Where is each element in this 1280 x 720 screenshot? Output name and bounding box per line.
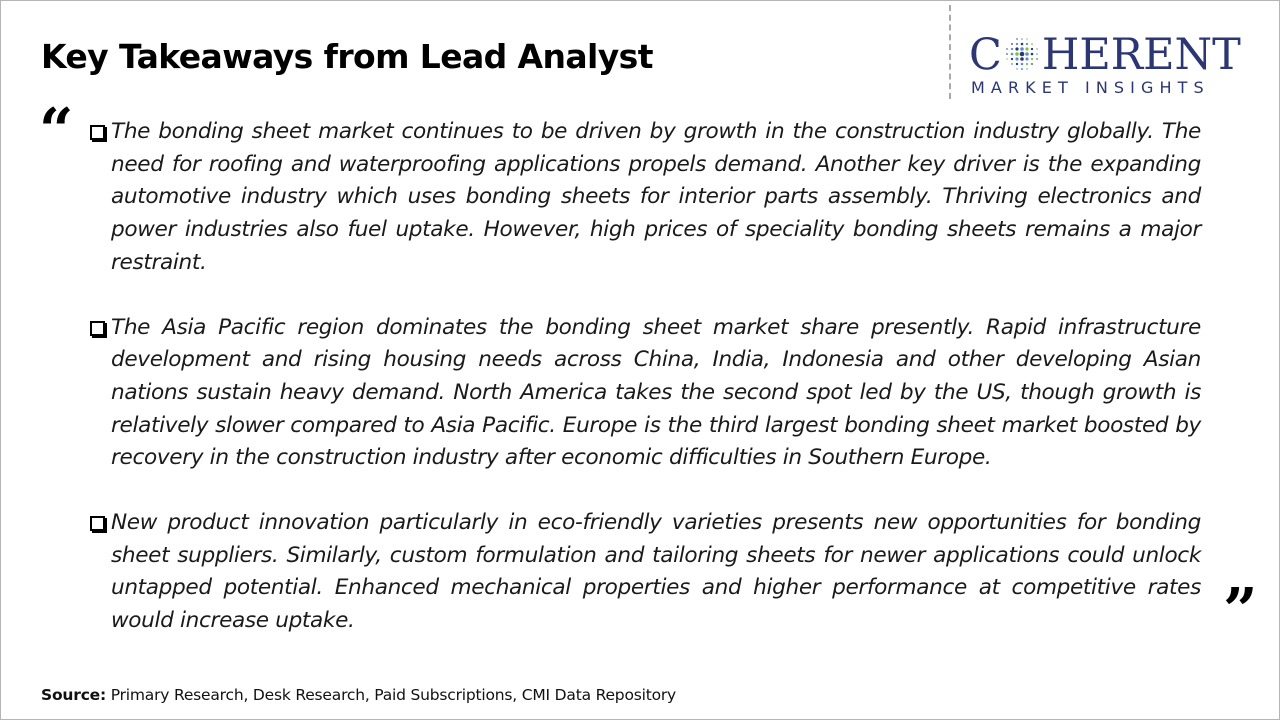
header-divider: [949, 5, 951, 99]
slide-title: Key Takeaways from Lead Analyst: [41, 37, 653, 76]
checkbox-bullet-icon: [90, 321, 105, 336]
close-quote-icon: ”: [1223, 576, 1258, 646]
takeaway-list: [85, 116, 1201, 670]
checkbox-bullet-icon: [90, 125, 105, 140]
source-label: Source:: [41, 686, 106, 704]
logo-wordmark: [969, 31, 1241, 79]
open-quote-icon: “: [39, 96, 74, 166]
coherent-logo: [969, 31, 1265, 101]
takeaway-item: [85, 507, 1201, 638]
source-note: [41, 686, 676, 704]
source-text: Primary Research, Desk Research, Paid Subscriptions, CMI Data Repository: [106, 686, 677, 704]
checkbox-bullet-icon: [90, 516, 105, 531]
logo-letters: HERENT: [1041, 30, 1241, 80]
logo-letter-c: C: [969, 30, 1002, 80]
logo-subtitle: MARKET INSIGHTS: [971, 78, 1210, 97]
takeaway-text: The bonding sheet market continues to be driven by growth in the construction industry globally. The need for roofing and waterproofing applications propels demand. Another key driver is the expanding automotive industry which uses bonding sheets for interior parts assembly. Thriving electronics and power industries also fuel uptake. However, high prices of speciality bonding sheets remains a major restraint.: [111, 119, 1201, 275]
takeaway-text: New product innovation particularly in eco-friendly varieties presents new opportunities for bonding sheet suppliers. Similarly, custom formulation and tailoring sheets for newer applications could unlock untapped potential. Enhanced mechanical properties and higher performance at competitive rates would increase uptake.: [111, 510, 1201, 634]
dot-grid-globe-icon: [1000, 36, 1044, 72]
takeaway-text: The Asia Pacific region dominates the bonding sheet market share presently. Rapid infrastructure development and rising housing needs across China, India, Indonesia and other developing Asian nations sustain heavy demand. North America takes the second spot led by the US, though growth is relatively slower compared to Asia Pacific. Europe is the third largest bonding sheet market boosted by recovery in the construction industry after economic difficulties in Southern Europe.: [111, 314, 1201, 471]
takeaway-item: [85, 116, 1201, 280]
takeaway-item: [85, 312, 1201, 476]
